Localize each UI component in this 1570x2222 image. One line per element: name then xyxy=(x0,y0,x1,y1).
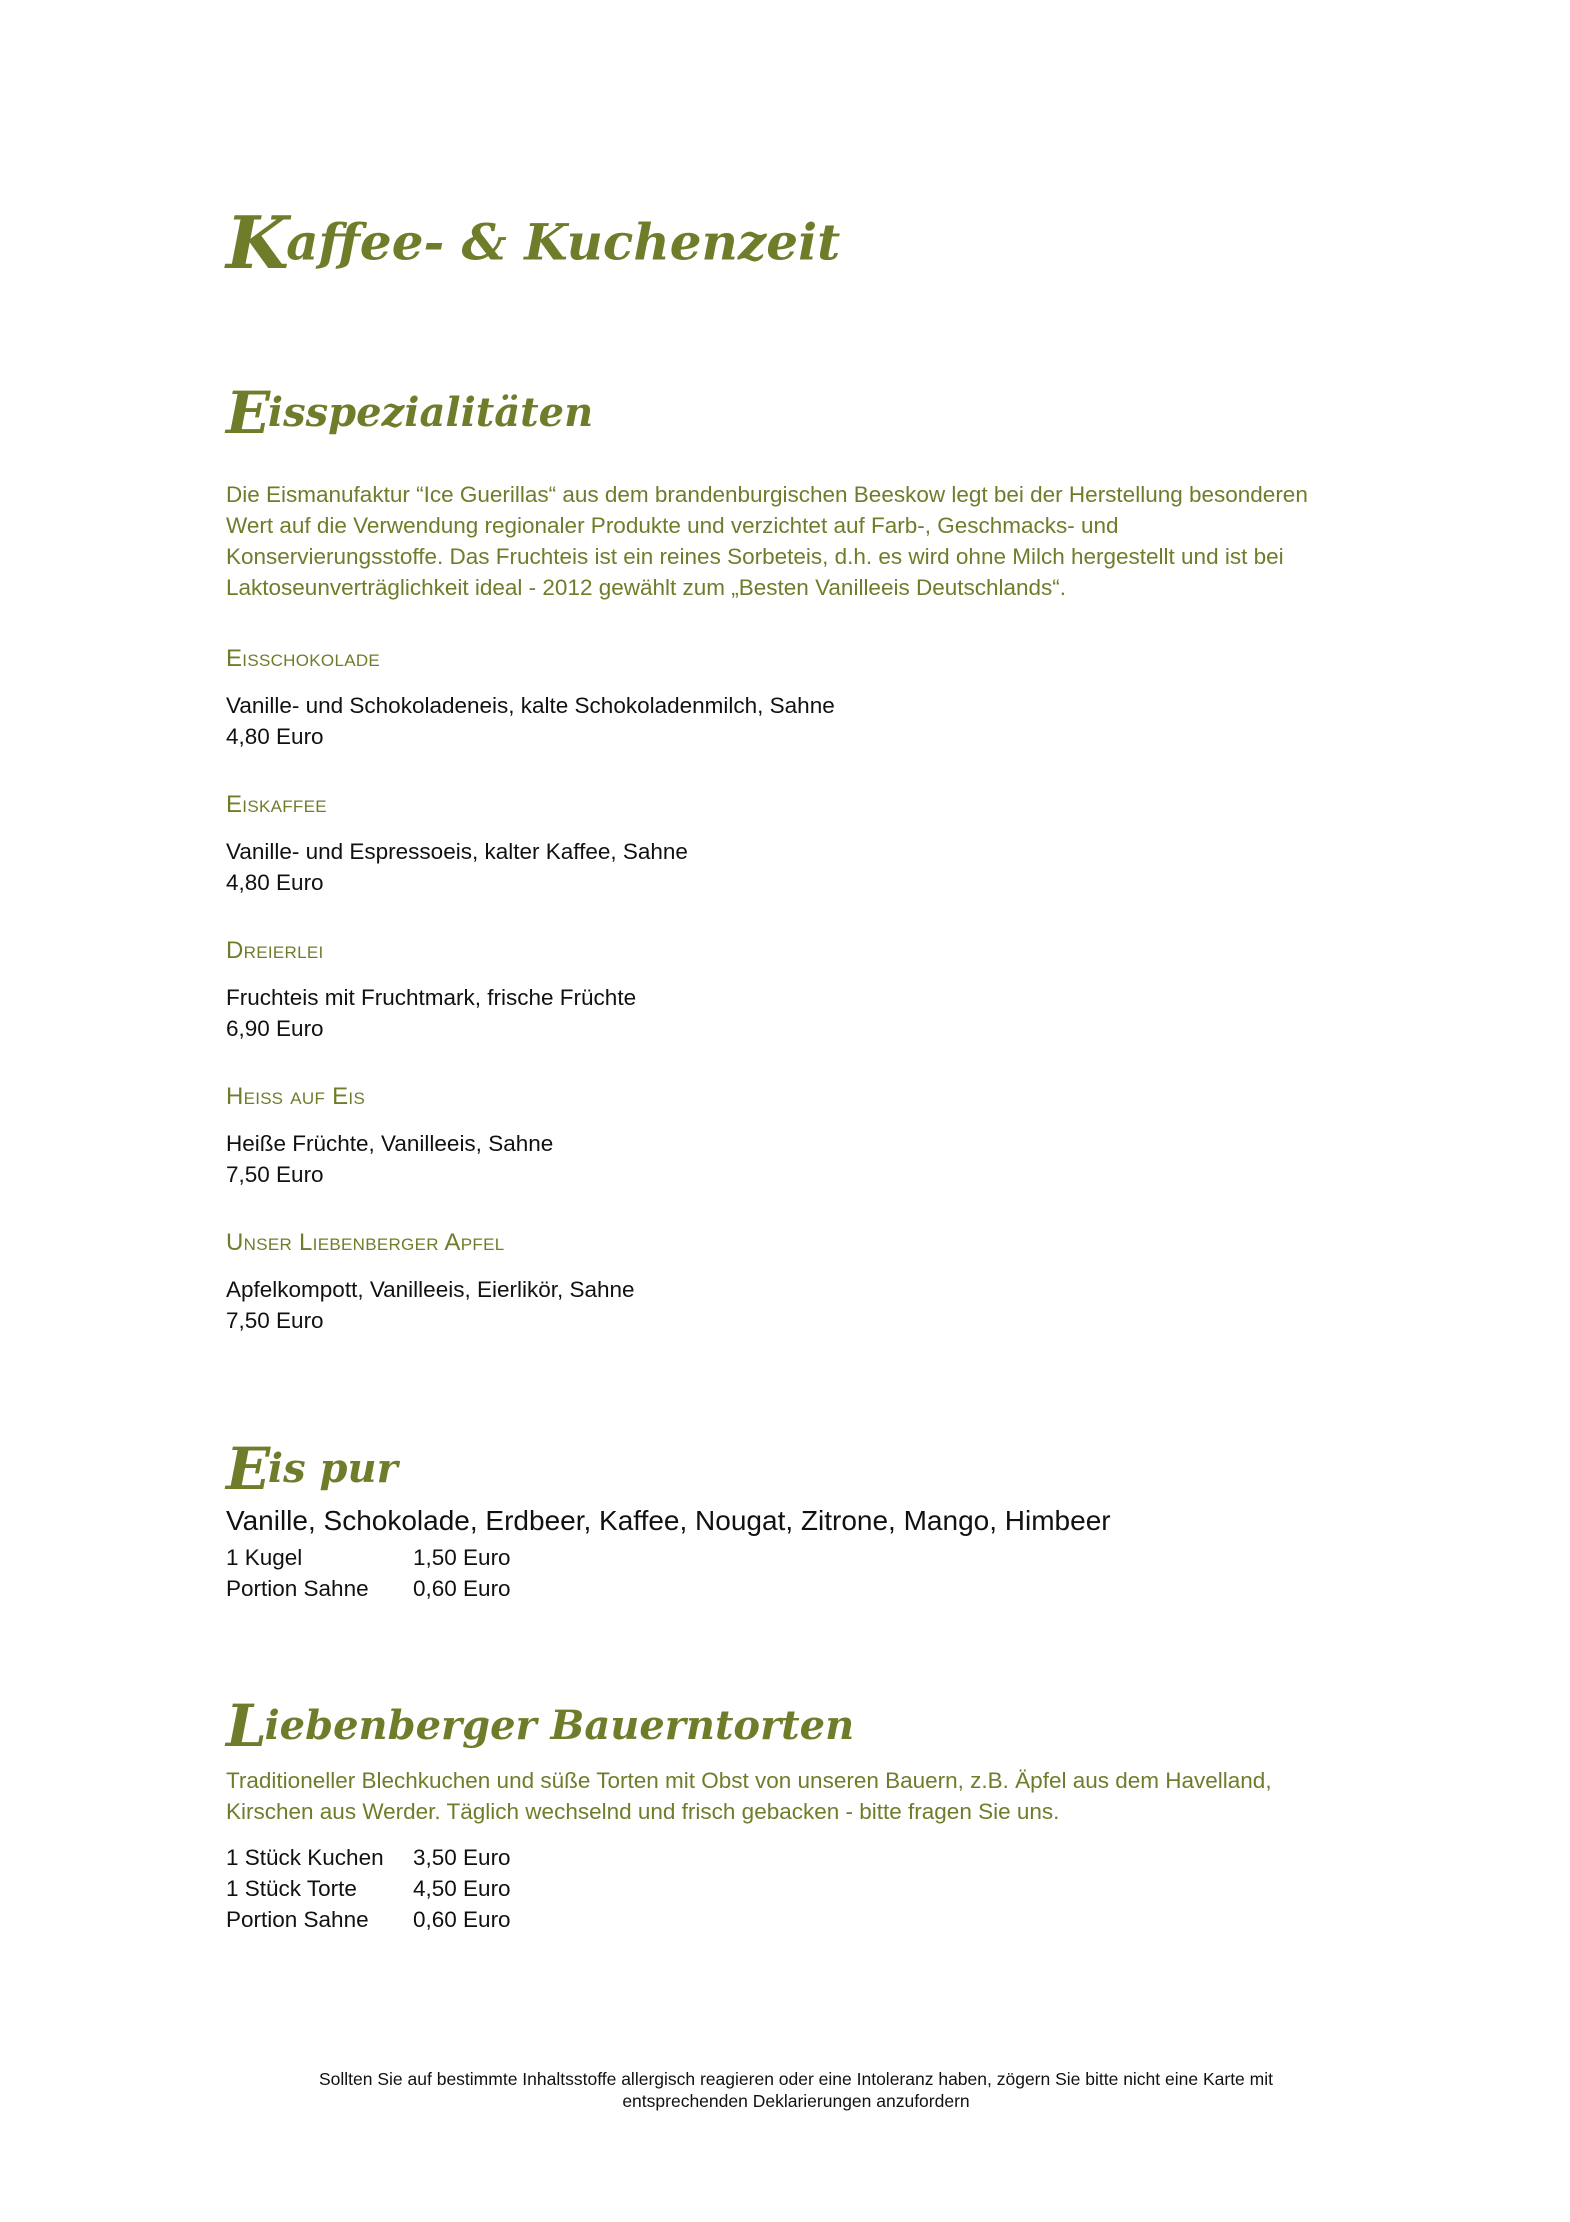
page-title xyxy=(226,201,841,286)
item-price: 4,80 Euro xyxy=(226,724,324,749)
price-label: Portion Sahne xyxy=(226,1907,369,1932)
item-name: Dreierlei xyxy=(226,937,324,964)
price-row xyxy=(226,1573,511,1604)
price-row xyxy=(226,1542,511,1573)
price-value: 3,50 Euro xyxy=(413,1845,511,1870)
section-title-rest: is pur xyxy=(267,1445,398,1493)
price-value: 1,50 Euro xyxy=(413,1545,511,1570)
footer-line: Sollten Sie auf bestimmte Inhaltsstoffe allergisch reagieren oder eine Intoleranz haben, zögern Sie bitte nicht eine Karte mit xyxy=(319,2069,1273,2089)
eis-pur-price-table xyxy=(226,1542,511,1604)
section-title-eis-pur xyxy=(226,1435,398,1503)
price-label: Portion Sahne xyxy=(226,1576,369,1601)
price-label: 1 Stück Torte xyxy=(226,1876,357,1901)
allergy-footer-note xyxy=(226,2068,1366,2112)
section-title-rest: iebenberger Bauerntorten xyxy=(264,1702,855,1750)
item-name: Eiskaffee xyxy=(226,791,327,818)
eis-intro-text: Die Eismanufaktur “Ice Guerillas“ aus dem brandenburgischen Beeskow legt bei der Herstellung besonderen Wert auf die Verwendung regionaler Produkte und verzichtet auf Farb-, Geschmacks- und Konservierungsstoffe. Das Fruchteis ist ein reines Sorbeteis, d.h. es wird ohne Milch hergestellt und ist bei Laktoseunverträglichkeit ideal - 2012 gewählt zum „Besten Vanilleeis Deutschlands“. xyxy=(226,482,1308,600)
section-title-initial: E xyxy=(226,1435,268,1503)
price-label: 1 Stück Kuchen xyxy=(226,1845,384,1870)
price-row xyxy=(226,1842,511,1873)
section-title-bauerntorten xyxy=(226,1692,855,1760)
torten-price-table xyxy=(226,1842,511,1935)
item-price: 7,50 Euro xyxy=(226,1162,324,1187)
item-name: Heiß auf Eis xyxy=(226,1083,366,1110)
price-row xyxy=(226,1904,511,1935)
item-price: 4,80 Euro xyxy=(226,870,324,895)
item-description: Vanille- und Espressoeis, kalter Kaffee, Sahne xyxy=(226,839,688,864)
price-value: 0,60 Euro xyxy=(413,1576,511,1601)
price-label: 1 Kugel xyxy=(226,1545,303,1570)
section-title-initial: L xyxy=(226,1692,265,1760)
item-description: Fruchteis mit Fruchtmark, frische Früchte xyxy=(226,985,637,1010)
ice-flavors-list: Vanille, Schokolade, Erdbeer, Kaffee, Nougat, Zitrone, Mango, Himbeer xyxy=(226,1505,1111,1536)
item-name: Eisschokolade xyxy=(226,645,381,672)
item-description: Apfelkompott, Vanilleeis, Eierlikör, Sahne xyxy=(226,1277,635,1302)
section-title-eisspezialitaeten xyxy=(226,379,594,447)
price-value: 4,50 Euro xyxy=(413,1876,511,1901)
menu-item xyxy=(226,1229,635,1336)
price-row xyxy=(226,1873,511,1904)
item-price: 7,50 Euro xyxy=(226,1308,324,1333)
price-value: 0,60 Euro xyxy=(413,1907,511,1932)
section-title-initial: E xyxy=(226,379,268,447)
menu-item xyxy=(226,791,688,898)
menu-item xyxy=(226,937,636,1044)
item-price: 6,90 Euro xyxy=(226,1016,324,1041)
item-name: Unser Liebenberger Apfel xyxy=(226,1229,505,1256)
page-title-rest: affee- & Kuchenzeit xyxy=(286,212,841,272)
page-title-initial: K xyxy=(226,201,287,286)
section-title-rest: isspezialitäten xyxy=(267,389,594,437)
torten-intro-text: Traditioneller Blechkuchen und süße Torten mit Obst von unseren Bauern, z.B. Äpfel aus dem Havelland, Kirschen aus Werder. Täglich wechselnd und frisch gebacken - bitte fragen Sie uns. xyxy=(226,1768,1272,1824)
item-description: Heiße Früchte, Vanilleeis, Sahne xyxy=(226,1131,554,1156)
footer-line: entsprechenden Deklarierungen anzufordern xyxy=(622,2091,970,2111)
menu-item xyxy=(226,645,835,752)
menu-item xyxy=(226,1083,553,1190)
item-description: Vanille- und Schokoladeneis, kalte Schokoladenmilch, Sahne xyxy=(226,693,835,718)
